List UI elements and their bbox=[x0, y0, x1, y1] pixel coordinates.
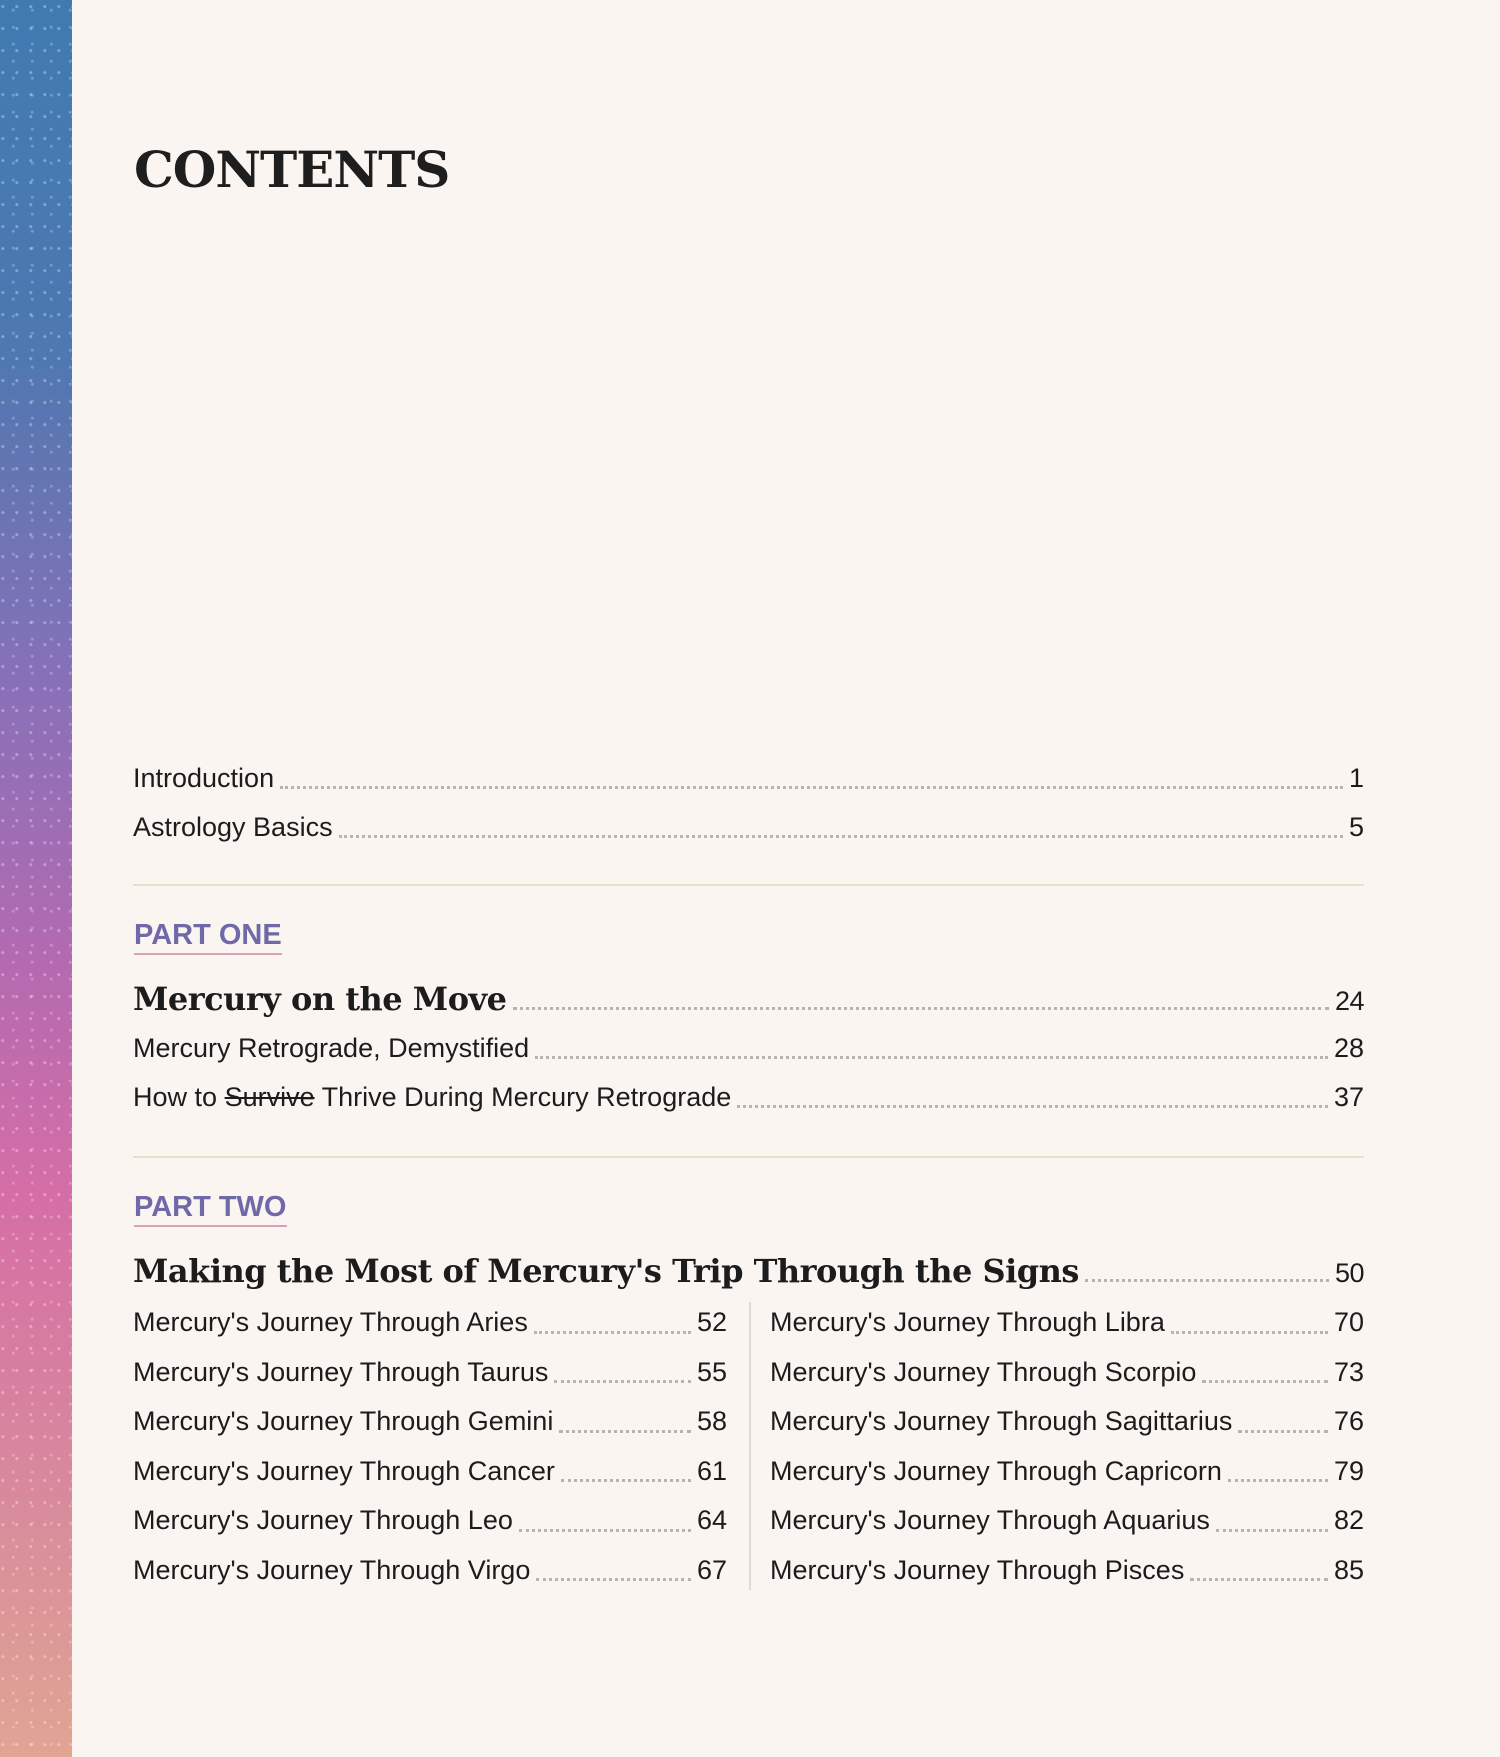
label-suffix: Thrive During Mercury Retrograde bbox=[321, 1082, 732, 1112]
toc-entry-page: 82 bbox=[1333, 1505, 1364, 1535]
toc-entry-page: 64 bbox=[696, 1505, 727, 1535]
dot-leader bbox=[554, 1379, 691, 1383]
toc-entry-label: Mercury's Journey Through Aries bbox=[133, 1307, 528, 1337]
toc-entry-label: Mercury's Journey Through Virgo bbox=[133, 1554, 531, 1585]
toc-entry-page: 55 bbox=[696, 1356, 727, 1387]
toc-entry-label bbox=[133, 1073, 731, 1122]
toc-entry-label: Mercury's Journey Through Libra bbox=[770, 1307, 1165, 1337]
toc-entry-taurus[interactable] bbox=[133, 1348, 727, 1398]
part-one-heading: Mercury on the Move bbox=[133, 980, 507, 1018]
dot-leader bbox=[536, 1577, 691, 1581]
toc-entry-page: 37 bbox=[1333, 1082, 1364, 1112]
toc-entry-pisces[interactable] bbox=[770, 1546, 1364, 1596]
toc-entry-page: 50 bbox=[1334, 1258, 1364, 1288]
toc-entry-label: Mercury's Journey Through Cancer bbox=[133, 1455, 555, 1486]
toc-entry-page: 28 bbox=[1333, 1033, 1364, 1063]
front-matter-list bbox=[133, 754, 1364, 852]
dot-leader bbox=[737, 1104, 1328, 1108]
section-divider bbox=[133, 884, 1364, 886]
dot-leader bbox=[513, 1006, 1329, 1010]
dot-leader bbox=[1228, 1478, 1328, 1482]
dot-leader bbox=[1216, 1528, 1328, 1532]
signs-left-column bbox=[133, 1298, 727, 1595]
cover-gradient-stripe bbox=[0, 0, 72, 1757]
toc-entry-sagittarius[interactable] bbox=[770, 1397, 1364, 1447]
toc-entry-page: 85 bbox=[1333, 1554, 1364, 1585]
dot-leader bbox=[559, 1429, 691, 1433]
section-divider bbox=[133, 1156, 1364, 1158]
dot-leader bbox=[280, 785, 1343, 789]
toc-entry-gemini[interactable] bbox=[133, 1397, 727, 1447]
toc-entry-label: Mercury's Journey Through Sagittarius bbox=[770, 1406, 1233, 1436]
toc-entry-retrograde-demystified[interactable] bbox=[133, 1024, 1364, 1073]
page-title: CONTENTS bbox=[134, 140, 450, 199]
toc-entry-scorpio[interactable] bbox=[770, 1348, 1364, 1398]
part-one-label: PART ONE bbox=[134, 918, 282, 955]
toc-entry-leo[interactable] bbox=[133, 1496, 727, 1546]
toc-entry-aquarius[interactable] bbox=[770, 1496, 1364, 1546]
label-prefix: How to bbox=[133, 1082, 218, 1112]
signs-right-column bbox=[770, 1298, 1364, 1595]
toc-entry-astrology-basics[interactable] bbox=[133, 803, 1364, 852]
dot-leader bbox=[339, 834, 1343, 838]
toc-entry-thrive-retrograde[interactable] bbox=[133, 1073, 1364, 1122]
toc-entry-page: 58 bbox=[696, 1406, 727, 1436]
part-one-list bbox=[133, 975, 1364, 1122]
toc-entry-page: 76 bbox=[1333, 1406, 1364, 1436]
toc-entry-aries[interactable] bbox=[133, 1298, 727, 1348]
dot-leader bbox=[534, 1330, 691, 1334]
toc-entry-label: Mercury Retrograde, Demystified bbox=[133, 1033, 530, 1063]
toc-entry-capricorn[interactable] bbox=[770, 1447, 1364, 1497]
dot-leader bbox=[535, 1055, 1328, 1059]
toc-entry-page: 1 bbox=[1348, 763, 1364, 793]
toc-entry-label: Mercury's Journey Through Pisces bbox=[770, 1554, 1185, 1585]
dot-leader bbox=[1171, 1330, 1328, 1334]
toc-entry-page: 24 bbox=[1334, 986, 1364, 1016]
column-divider bbox=[749, 1302, 751, 1590]
toc-entry-label: Astrology Basics bbox=[133, 812, 333, 842]
toc-entry-page: 73 bbox=[1333, 1356, 1364, 1387]
part-one-heading-entry[interactable] bbox=[133, 975, 1364, 1024]
toc-entry-page: 70 bbox=[1333, 1307, 1364, 1337]
dot-leader bbox=[1202, 1379, 1328, 1383]
dot-leader bbox=[1238, 1429, 1328, 1433]
dot-leader bbox=[1190, 1577, 1328, 1581]
toc-entry-page: 52 bbox=[696, 1307, 727, 1337]
toc-entry-label: Introduction bbox=[133, 763, 275, 793]
toc-entry-virgo[interactable] bbox=[133, 1546, 727, 1596]
toc-entry-page: 79 bbox=[1333, 1455, 1364, 1486]
toc-entry-label: Mercury's Journey Through Scorpio bbox=[770, 1356, 1197, 1387]
toc-entry-page: 61 bbox=[696, 1455, 727, 1486]
toc-entry-label: Mercury's Journey Through Capricorn bbox=[770, 1455, 1222, 1486]
toc-entry-libra[interactable] bbox=[770, 1298, 1364, 1348]
dot-leader bbox=[561, 1478, 691, 1482]
toc-entry-introduction[interactable] bbox=[133, 754, 1364, 803]
part-two-label: PART TWO bbox=[134, 1190, 287, 1227]
toc-entry-label: Mercury's Journey Through Gemini bbox=[133, 1406, 554, 1436]
part-two-heading-entry[interactable] bbox=[133, 1247, 1364, 1296]
dot-leader bbox=[519, 1528, 691, 1532]
struck-word: Survive bbox=[224, 1082, 315, 1112]
toc-entry-label: Mercury's Journey Through Taurus bbox=[133, 1356, 549, 1387]
toc-entry-page: 5 bbox=[1348, 812, 1364, 842]
toc-entry-label: Mercury's Journey Through Leo bbox=[133, 1505, 513, 1535]
toc-entry-label: Mercury's Journey Through Aquarius bbox=[770, 1505, 1210, 1535]
toc-entry-cancer[interactable] bbox=[133, 1447, 727, 1497]
part-two-heading-list bbox=[133, 1247, 1364, 1296]
part-two-heading: Making the Most of Mercury's Trip Through the Signs bbox=[133, 1252, 1079, 1290]
toc-entry-page: 67 bbox=[696, 1554, 727, 1585]
dot-leader bbox=[1085, 1278, 1329, 1282]
